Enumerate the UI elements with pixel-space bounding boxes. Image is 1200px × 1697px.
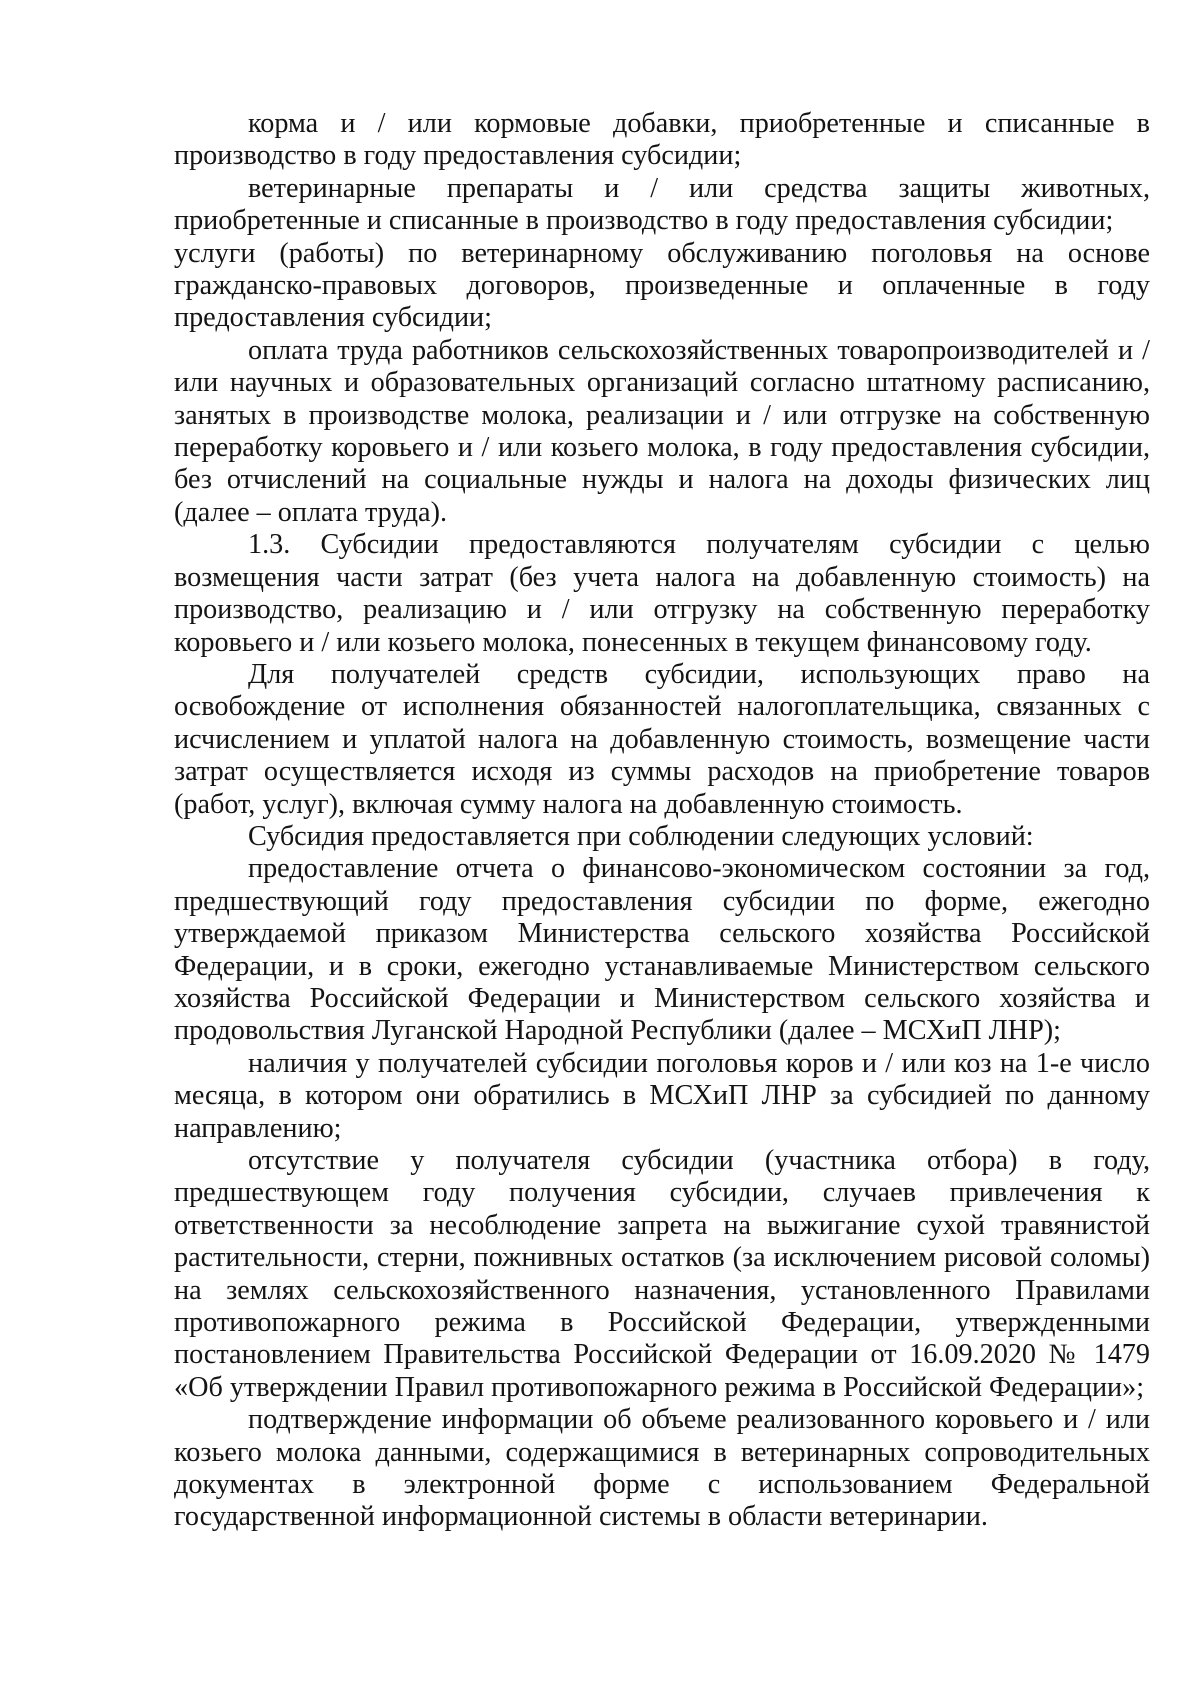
document-page [174, 108, 1150, 1534]
paragraph-vat-exemption: Для получателей средств субсидии, использующих право на освобождение от исполнения обязанностей налогоплательщика, связанных с исчислением и уплатой налога на добавленную стоимость, возмещение части затрат осуществляется исходя из суммы расходов на приобретение товаров (работ, услуг), включая сумму налога на добавленную стоимость. [174, 658, 1150, 820]
paragraph-veterinary-drugs: ветеринарные препараты и / или средства защиты животных, приобретенные и списанные в производство в году предоставления субсидии; [174, 172, 1150, 237]
paragraph-section-1-3: 1.3. Субсидии предоставляются получателям субсидии с целью возмещения части затрат (без учета налога на добавленную стоимость) на производство, реализацию и / или отгрузку на собственную переработку коровьего и / или козьего молока, понесенных в текущем финансовому году. [174, 529, 1150, 658]
paragraph-labor-payment: оплата труда работников сельскохозяйственных товаропроизводителей и / или научных и образовательных организаций согласно штатному расписанию, занятых в производстве молока, реализации и / или отгрузке на собственную переработку коровьего и / или козьего молока, в году предоставления субсидии, без отчислений на социальные нужды и налога на доходы физических лиц (далее – оплата труда). [174, 334, 1150, 528]
paragraph-condition-report: предоставление отчета о финансово-экономическом состоянии за год, предшествующий году предоставления субсидии по форме, ежегодно утверждаемой приказом Министерства сельского хозяйства Российской Федерации, и в сроки, ежегодно устанавливаемые Министерством сельского хозяйства Российской Федерации и Министерством сельского хозяйства и продовольствия Луганской Народной Республики (далее – МСХиП ЛНР); [174, 853, 1150, 1047]
paragraph-feed: корма и / или кормовые добавки, приобретенные и списанные в производство в году предоставления субсидии; [174, 108, 1150, 172]
paragraph-veterinary-services: услуги (работы) по ветеринарному обслуживанию поголовья на основе гражданско-правовых договоров, произведенные и оплаченные в году предоставления субсидии; [174, 237, 1150, 334]
paragraph-condition-livestock: наличия у получателей субсидии поголовья коров и / или коз на 1-е число месяца, в котором они обратились в МСХиП ЛНР за субсидией по данному направлению; [174, 1047, 1150, 1144]
paragraph-condition-fire-safety: отсутствие у получателя субсидии (участника отбора) в году, предшествующем году получения субсидии, случаев привлечения к ответственности за несоблюдение запрета на выжигание сухой травянистой растительности, стерни, пожнивных остатков (за исключением рисовой соломы) на землях сельскохозяйственного назначения, установленного Правилами противопожарного режима в Российской Федерации, утвержденными постановлением Правительства Российской Федерации от 16.09.2020 № 1479 «Об утверждении Правил противопожарного режима в Российской Федерации»; [174, 1145, 1150, 1403]
paragraph-condition-milk-volume: подтверждение информации об объеме реализованного коровьего и / или козьего молока данными, содержащимися в ветеринарных сопроводительных документах в электронной форме с использованием Федеральной государственной информационной системы в области ветеринарии. [174, 1404, 1150, 1533]
paragraph-conditions-intro: Субсидия предоставляется при соблюдении следующих условий: [248, 820, 1034, 852]
